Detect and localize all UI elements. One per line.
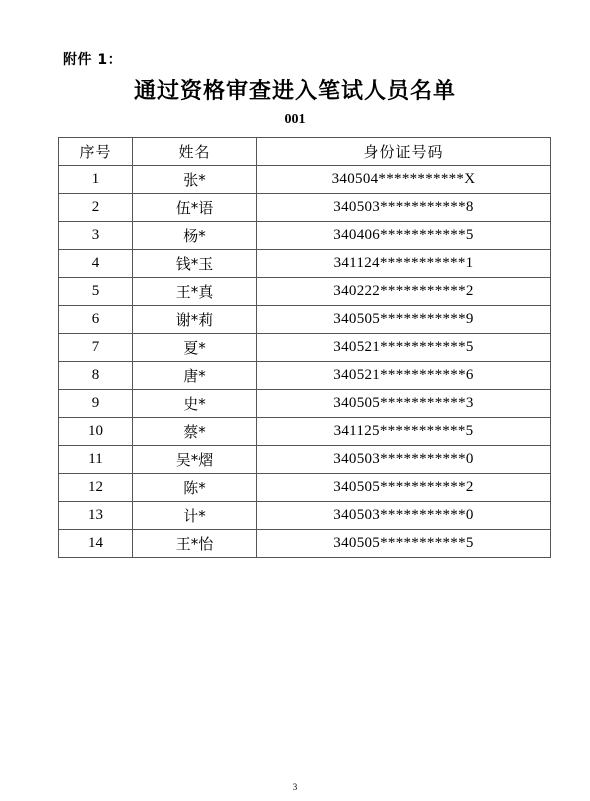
row-id-number: 340521***********6 [257, 362, 551, 390]
row-serial-number: 12 [59, 474, 133, 502]
table-row [59, 390, 551, 418]
table-row [59, 362, 551, 390]
row-serial-number: 13 [59, 502, 133, 530]
row-name: 谢*莉 [133, 306, 257, 334]
document-title: 通过资格审查进入笔试人员名单 [133, 78, 456, 104]
row-name: 陈* [133, 474, 257, 502]
row-name: 计* [133, 502, 257, 530]
table-row [59, 166, 551, 194]
table-row [59, 194, 551, 222]
table-row [59, 530, 551, 558]
row-id-number: 340406***********5 [257, 222, 551, 250]
row-name: 王*真 [133, 278, 257, 306]
row-name: 伍*语 [133, 194, 257, 222]
row-serial-number: 9 [59, 390, 133, 418]
row-name: 王*怡 [133, 530, 257, 558]
attachment-label: 附件 1： [63, 52, 123, 68]
row-name: 唐* [133, 362, 257, 390]
row-name: 吴*熠 [133, 446, 257, 474]
page-number: 3 [292, 782, 298, 792]
table-row [59, 418, 551, 446]
row-serial-number: 4 [59, 250, 133, 278]
row-serial-number: 11 [59, 446, 133, 474]
table-header-row [59, 138, 551, 166]
batch-number: 001 [284, 112, 306, 127]
candidate-table [58, 137, 551, 558]
row-id-number: 340503***********8 [257, 194, 551, 222]
row-name: 钱*玉 [133, 250, 257, 278]
row-name: 蔡* [133, 418, 257, 446]
row-serial-number: 7 [59, 334, 133, 362]
row-id-number: 340504***********X [257, 166, 551, 194]
table-row [59, 250, 551, 278]
table-row [59, 222, 551, 250]
row-serial-number: 10 [59, 418, 133, 446]
table-row [59, 502, 551, 530]
row-name: 杨* [133, 222, 257, 250]
row-name: 张* [133, 166, 257, 194]
table-body [59, 166, 551, 558]
table-row [59, 278, 551, 306]
row-id-number: 340503***********0 [257, 502, 551, 530]
header-id-number: 身份证号码 [257, 138, 551, 166]
row-id-number: 340505***********9 [257, 306, 551, 334]
row-id-number: 340503***********0 [257, 446, 551, 474]
table-row [59, 306, 551, 334]
table-row [59, 474, 551, 502]
row-id-number: 340222***********2 [257, 278, 551, 306]
row-id-number: 340505***********5 [257, 530, 551, 558]
table-row [59, 446, 551, 474]
row-id-number: 340505***********2 [257, 474, 551, 502]
row-serial-number: 2 [59, 194, 133, 222]
row-serial-number: 3 [59, 222, 133, 250]
row-serial-number: 6 [59, 306, 133, 334]
row-serial-number: 8 [59, 362, 133, 390]
row-serial-number: 14 [59, 530, 133, 558]
row-id-number: 341124***********1 [257, 250, 551, 278]
row-id-number: 341125***********5 [257, 418, 551, 446]
header-serial-number: 序号 [59, 138, 133, 166]
row-id-number: 340521***********5 [257, 334, 551, 362]
header-name: 姓名 [133, 138, 257, 166]
row-name: 史* [133, 390, 257, 418]
row-id-number: 340505***********3 [257, 390, 551, 418]
row-serial-number: 5 [59, 278, 133, 306]
row-serial-number: 1 [59, 166, 133, 194]
table-row [59, 334, 551, 362]
row-name: 夏* [133, 334, 257, 362]
